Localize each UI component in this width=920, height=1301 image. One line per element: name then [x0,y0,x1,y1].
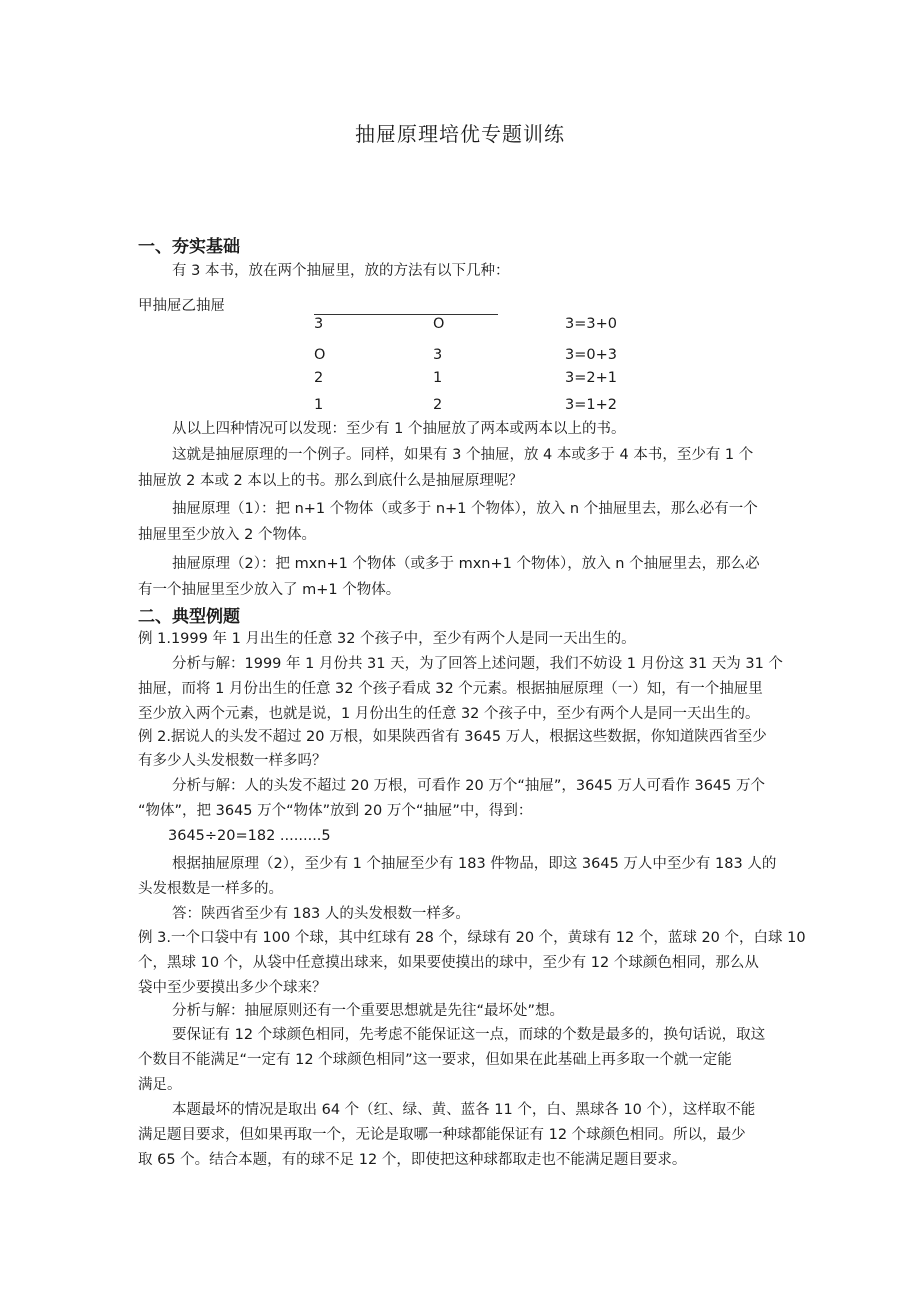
paragraph: 分析与解：人的头发不超过 20 万根，可看作 20 万个“抽屉”，3645 万人可看作 3645 万个 [172,778,765,794]
section-heading-basics: 一、夯实基础 [138,237,240,257]
paragraph: 从以上四种情况可以发现：至少有 1 个抽屉放了两本或两本以上的书。 [172,421,626,437]
paragraph: 满足。 [138,1077,182,1093]
table-rule [314,314,498,315]
paragraph: 分析与解：抽屉原则还有一个重要思想就是先往“最坏处”想。 [172,1003,565,1019]
example-2: 例 2.据说人的头发不超过 20 万根，如果陕西省有 3645 万人，根据这些数据，你知道陕西省至少 [138,729,767,745]
table-cell: 1 [314,397,324,413]
paragraph: 满足题目要求，但如果再取一个，无论是取哪一种球都能保证有 12 个球颜色相同。所以，最少 [138,1127,746,1143]
paragraph: 至少放入两个元素，也就是说，1 月份出生的任意 32 个孩子中，至少有两个人是同一天出生的。 [138,706,760,722]
table-cell: 2 [433,397,443,413]
table-cell: 1 [433,370,443,386]
table-cell: 3 [314,316,324,332]
paragraph: 有 3 本书，放在两个抽屉里，放的方法有以下几种： [172,263,510,279]
table-cell: O [433,316,445,332]
calculation: 3645÷20=182 .........5 [168,828,331,844]
example-3: 袋中至少要摸出多少个球来？ [138,980,327,996]
paragraph: 根据抽屉原理（2），至少有 1 个抽屉至少有 183 件物品，即这 3645 万人中至少有 183 人的 [172,856,777,872]
principle-1: 抽屉里至少放入 2 个物体。 [138,527,316,543]
example-2: 有多少人头发根数一样多吗？ [138,753,327,769]
table-cell: 3=0+3 [565,347,617,363]
paragraph: “物体”，把 3645 万个“物体”放到 20 万个“抽屉”中，得到： [138,803,533,819]
answer: 答：陕西省至少有 183 人的头发根数一样多。 [172,906,470,922]
table-cell: 3 [433,347,443,363]
paragraph: 取 65 个。结合本题，有的球不足 12 个，即使把这种球都取走也不能满足题目要求。 [138,1152,687,1168]
paragraph: 个数目不能满足“一定有 12 个球颜色相同”这一要求，但如果在此基础上再多取一个就一定能 [138,1052,732,1068]
section-heading-examples: 二、典型例题 [138,607,240,627]
principle-2: 抽屉原理（2）：把 mxn+1 个物体（或多于 mxn+1 个物体），放入 n 个抽屉里去，那么必 [172,556,760,572]
example-3: 个，黑球 10 个，从袋中任意摸出球来，如果要使摸出的球中，至少有 12 个球颜色相同，那么从 [138,955,759,971]
example-1: 例 1.1999 年 1 月出生的任意 32 个孩子中，至少有两个人是同一天出生的。 [138,631,636,647]
paragraph: 头发根数是一样多的。 [138,881,283,897]
paragraph: 抽屉，而将 1 月份出生的任意 32 个孩子看成 32 个元素。根据抽屉原理（一）知，有一个抽屉里 [138,681,763,697]
paragraph: 分析与解：1999 年 1 月份共 31 天，为了回答上述问题，我们不妨设 1 月份这 31 天为 31 个 [172,656,783,672]
table-label: 甲抽屉乙抽屉 [138,298,225,314]
table-cell: 3=1+2 [565,397,617,413]
paragraph: 这就是抽屉原理的一个例子。同样，如果有 3 个抽屉，放 4 本或多于 4 本书，至少有 1 个 [172,447,754,463]
principle-2: 有一个抽屉里至少放入了 m+1 个物体。 [138,582,401,598]
principle-1: 抽屉原理（1）：把 n+1 个物体（或多于 n+1 个物体），放入 n 个抽屉里去，那么必有一个 [172,501,758,517]
table-cell: 3=2+1 [565,370,617,386]
example-3: 例 3.一个口袋中有 100 个球，其中红球有 28 个，绿球有 20 个，黄球有 12 个，蓝球 20 个，白球 10 [138,930,806,946]
table-cell: O [314,347,326,363]
paragraph: 要保证有 12 个球颜色相同，先考虑不能保证这一点，而球的个数是最多的，换句话说，取这 [172,1027,766,1043]
page-title: 抽屉原理培优专题训练 [355,122,565,146]
paragraph: 本题最坏的情况是取出 64 个（红、绿、黄、蓝各 11 个，白、黑球各 10 个），这样取不能 [172,1102,756,1118]
paragraph: 抽屉放 2 本或 2 本以上的书。那么到底什么是抽屉原理呢？ [138,473,523,489]
table-cell: 3=3+0 [565,316,617,332]
table-cell: 2 [314,370,324,386]
